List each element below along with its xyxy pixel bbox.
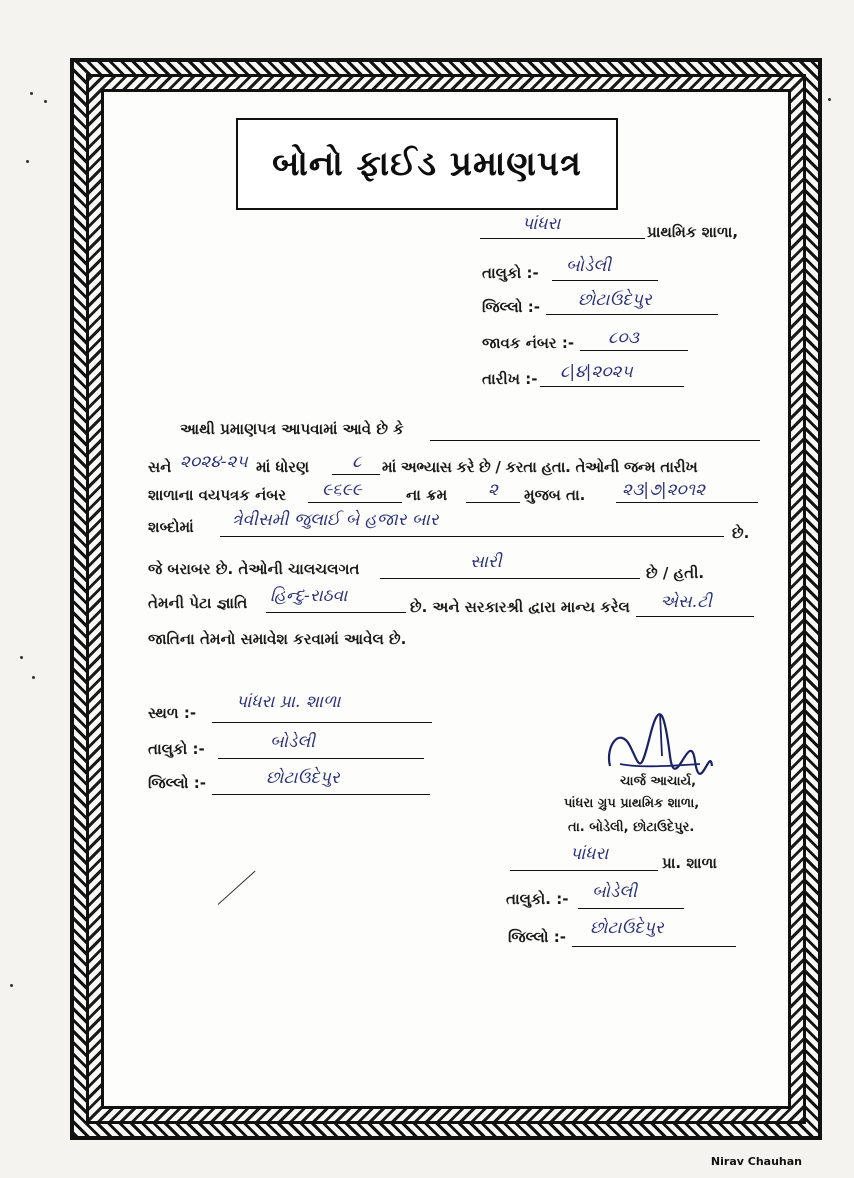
sign-district-value: છોટાઉદેપુર	[590, 918, 664, 938]
study-text: માં અભ્યાસ કરે છે / કરતા હતા. તેઓની જન્મ તારીખ	[382, 458, 698, 476]
sign-district-label: જિલ્લો :-	[508, 928, 566, 946]
intro-text: આથી પ્રમાણપત્ર આપવામાં આવે છે કે	[180, 420, 404, 438]
conduct-prefix: જે બરાબર છે. તેઓની ચાલચલગત	[148, 560, 360, 578]
conduct-value: સારી	[470, 552, 502, 572]
conduct-suffix: છે / હતી.	[646, 564, 705, 582]
sign-taluka-label: તાલુકો. :-	[506, 890, 569, 908]
scan-speck	[20, 656, 23, 659]
certificate-title: બોનો ફાઈડ પ્રમાણપત્ર	[272, 144, 582, 184]
scan-speck	[10, 984, 13, 987]
title-box	[236, 118, 618, 210]
place-value: પાંધરા પ્રા. શાળા	[236, 692, 341, 712]
category-value: એસ.ટી	[660, 592, 712, 612]
place-label: સ્થળ :-	[148, 704, 197, 722]
footer-district-value: છોટાઉદેપુર	[266, 768, 340, 788]
sign-school-suffix: પ્રા. શાળા	[662, 854, 717, 872]
date-label: તારીખ :-	[482, 370, 538, 388]
closing-text: જાતિના તેમનો સમાવેશ કરવામાં આવેલ છે.	[148, 630, 407, 648]
taluka-label: તાલુકો :-	[482, 264, 539, 282]
sign-school: પાંધરા	[570, 844, 609, 864]
sign-taluka-value: બોડેલી	[592, 882, 637, 902]
std-prefix: માં ધોરણ	[256, 458, 310, 476]
scan-speck	[26, 160, 29, 163]
outward-label: જાવક નંબર :-	[482, 334, 575, 352]
words-value: ત્રેવીસમી જુલાઈ બે હજાર બાર	[232, 510, 439, 530]
std-value: ૮	[352, 452, 362, 472]
birthdate-value: ૨૩|૭|૨૦૧૨	[622, 480, 706, 500]
pen-stroke	[218, 871, 256, 905]
footer-district-label: જિલ્લો :-	[148, 774, 206, 792]
caste-value: હિન્દુ-રાઠવા	[270, 586, 348, 606]
words-suffix: છે.	[732, 524, 750, 542]
birthdate-prefix: મુજબ તા.	[524, 486, 586, 504]
scan-speck	[828, 98, 831, 101]
scan-speck	[44, 100, 47, 103]
scanner-watermark: Nirav Chauhan	[710, 1155, 802, 1168]
year-value: ૨૦૨૪-૨૫	[180, 452, 248, 472]
outward-value: ૮૦૩	[608, 328, 639, 348]
school-name: પાંધરા	[522, 214, 561, 234]
district-value: છોટાઉદેપુર	[578, 290, 652, 310]
caste-mid: છે. અને સરકારશ્રી દ્વારા માન્ય કરેલ	[410, 598, 630, 616]
district-label: જિલ્લો :-	[482, 298, 540, 316]
year-prefix: સને	[148, 458, 172, 476]
school-suffix: પ્રાથમિક શાળા,	[647, 223, 739, 241]
stamp-line2: પાંધરા ગ્રુપ પ્રાથમિક શાળા,	[564, 796, 700, 811]
footer-taluka-value: બોડેલી	[270, 732, 315, 752]
scan-speck	[30, 92, 33, 95]
register-prefix: શાળાના વયપત્રક નંબર	[148, 486, 287, 504]
serial-prefix: ના ક્રમ	[406, 486, 448, 504]
serial-value: ૨	[488, 480, 498, 500]
taluka-value: બોડેલી	[566, 256, 611, 276]
certificate-content	[100, 92, 792, 1106]
date-value: ૮|૪|૨૦૨૫	[560, 362, 633, 382]
caste-prefix: તેમની પેટા જ્ઞાતિ	[148, 594, 248, 612]
register-value: ૯૬૯૯	[322, 480, 362, 500]
stamp-line3: તા. બોડેલી, છોટાઉદેપુર.	[568, 820, 695, 835]
footer-taluka-label: તાલુકો :-	[148, 740, 205, 758]
scan-speck	[32, 676, 35, 679]
words-prefix: શબ્દોમાં	[148, 518, 194, 536]
stamp-line1: ચાર્જ આચાર્ય,	[620, 774, 697, 789]
